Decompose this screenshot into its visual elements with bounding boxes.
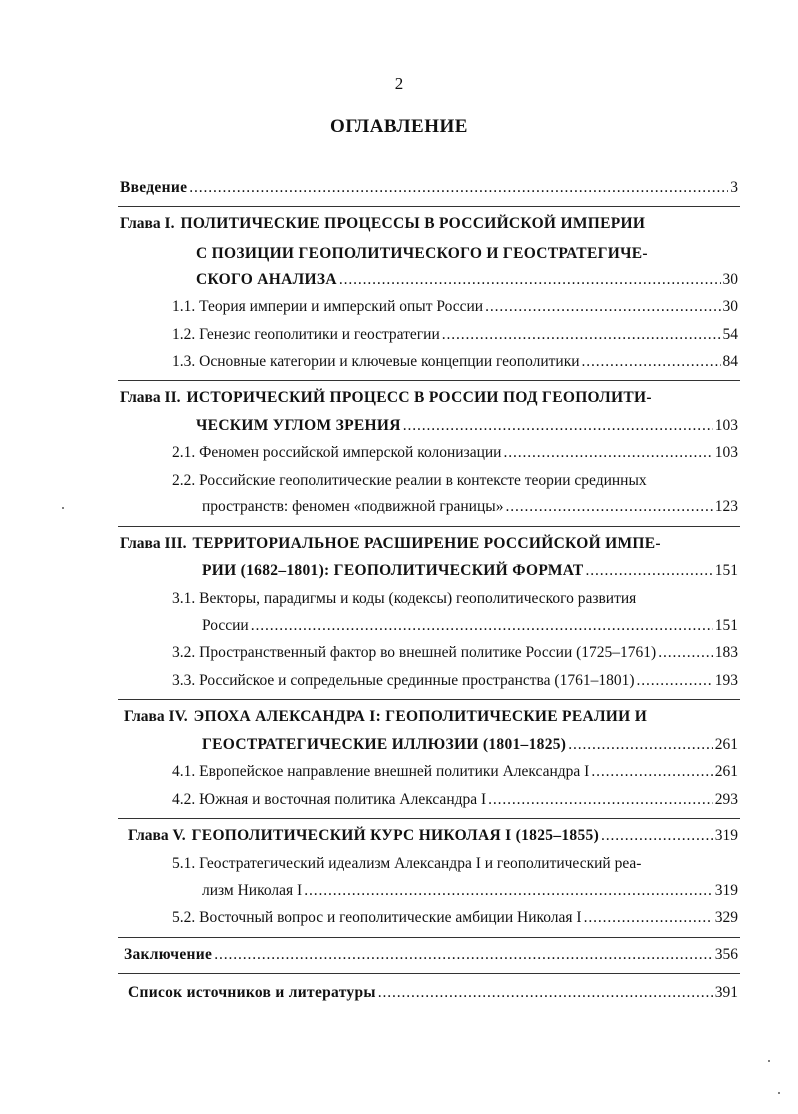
chapter-1-heading xyxy=(120,214,738,234)
toc-page-number: 391 xyxy=(714,984,738,1001)
dot-leader xyxy=(586,561,713,581)
chapter-title-line-3: СКОГО АНАЛИЗА xyxy=(196,271,337,288)
toc-page-number: 293 xyxy=(714,791,738,808)
toc-section-2-2-line-2 xyxy=(202,497,738,517)
dot-leader xyxy=(339,270,721,290)
chapter-3-heading-line-2 xyxy=(202,561,738,581)
toc-page-number: 30 xyxy=(722,298,738,315)
toc-section-label: 1.3. Основные категории и ключевые концепции геополитики xyxy=(172,353,580,370)
toc-page-number: 329 xyxy=(714,909,738,926)
toc-section-3-1-line-1 xyxy=(172,589,738,609)
dot-leader xyxy=(378,983,713,1003)
toc-page-number: 151 xyxy=(714,562,738,579)
dot-leader xyxy=(591,762,712,782)
dot-leader xyxy=(403,416,713,436)
toc-section-4-2 xyxy=(172,790,738,810)
toc-section-3-1-line-2 xyxy=(202,616,738,636)
toc-entry-bibliography xyxy=(128,983,738,1003)
chapter-title-line-2: С ПОЗИЦИИ ГЕОПОЛИТИЧЕСКОГО И ГЕОСТРАТЕГИЧЕ- xyxy=(196,245,648,262)
toc-section-1-2 xyxy=(172,325,738,345)
dot-leader xyxy=(582,352,721,372)
chapter-prefix: Глава I. xyxy=(120,215,175,232)
toc-section-5-1-line-1 xyxy=(172,854,738,874)
dot-leader xyxy=(584,908,713,928)
dot-leader xyxy=(189,178,728,198)
toc-page-number: 84 xyxy=(722,353,738,370)
dot-leader xyxy=(505,497,712,517)
dot-leader xyxy=(503,443,712,463)
toc-page-number: 103 xyxy=(714,444,738,461)
toc-section-5-1-line-2 xyxy=(202,881,738,901)
section-divider xyxy=(118,380,740,381)
section-divider xyxy=(118,937,740,938)
chapter-2-heading xyxy=(120,388,738,408)
scan-speck xyxy=(778,1092,780,1094)
toc-section-label: 4.1. Европейское направление внешней политики Александра I xyxy=(172,763,590,780)
toc-section-1-3 xyxy=(172,352,738,372)
chapter-title-line-2: ЧЕСКИМ УГЛОМ ЗРЕНИЯ xyxy=(196,417,401,434)
page-number: 2 xyxy=(394,74,404,93)
toc-section-label: 4.2. Южная и восточная политика Александра I xyxy=(172,791,487,808)
chapter-title-line-1: ТЕРРИТОРИАЛЬНОЕ РАСШИРЕНИЕ РОССИЙСКОЙ ИМПЕ- xyxy=(192,535,661,552)
page-title: ОГЛАВЛЕНИЕ xyxy=(330,116,468,137)
scan-speck xyxy=(768,1060,770,1062)
chapter-prefix: Глава V. xyxy=(128,827,186,844)
chapter-prefix: Глава II. xyxy=(120,389,181,406)
chapter-4-heading-line-2 xyxy=(202,735,738,755)
toc-section-label: 3.1. Векторы, парадигмы и коды (кодексы) геополитического развития xyxy=(172,590,637,607)
toc-section-label: 3.2. Пространственный фактор во внешней политике России (1725–1761) xyxy=(172,644,657,661)
section-divider xyxy=(118,526,740,527)
dot-leader xyxy=(304,881,713,901)
toc-page-number: 151 xyxy=(714,617,738,634)
toc-section-5-2 xyxy=(172,908,738,928)
chapter-title-line-1: ПОЛИТИЧЕСКИЕ ПРОЦЕССЫ В РОССИЙСКОЙ ИМПЕРИИ xyxy=(180,215,646,232)
toc-section-1-1 xyxy=(172,297,738,317)
scan-speck xyxy=(62,507,64,509)
toc-page-number: 193 xyxy=(714,672,738,689)
dot-leader xyxy=(488,790,713,810)
toc-section-label: 2.2. Российские геополитические реалии в контексте теории срединных xyxy=(172,472,647,489)
toc-page-number: 319 xyxy=(714,827,738,844)
chapter-5-heading xyxy=(128,826,738,846)
chapter-4-heading xyxy=(124,707,738,727)
toc-section-4-1 xyxy=(172,762,738,782)
chapter-1-heading-line-2 xyxy=(196,244,738,264)
chapter-2-heading-line-2 xyxy=(196,416,738,436)
dot-leader xyxy=(251,616,713,636)
toc-page-number: 356 xyxy=(714,946,738,963)
chapter-prefix: Глава IV. xyxy=(124,708,188,725)
toc-page-number: 183 xyxy=(714,644,738,661)
section-divider xyxy=(118,818,740,819)
toc-section-3-2 xyxy=(172,643,738,663)
toc-page-number: 3 xyxy=(730,179,738,196)
toc-page-number: 123 xyxy=(714,498,738,515)
section-divider xyxy=(118,699,740,700)
dot-leader xyxy=(637,671,713,691)
dot-leader xyxy=(214,945,713,965)
section-divider xyxy=(118,973,740,974)
toc-section-label: 2.1. Феномен российской имперской колонизации xyxy=(172,444,502,461)
chapter-title-line-1: ГЕОПОЛИТИЧЕСКИЙ КУРС НИКОЛАЯ I (1825–1855) xyxy=(191,827,600,844)
chapter-title-line-2: ГЕОСТРАТЕГИЧЕСКИЕ ИЛЛЮЗИИ (1801–1825) xyxy=(202,736,567,753)
toc-entry-label: Введение xyxy=(120,179,188,196)
toc-entry-conclusion xyxy=(124,945,738,965)
dot-leader xyxy=(442,325,721,345)
chapter-title-line-1: ИСТОРИЧЕСКИЙ ПРОЦЕСС В РОССИИ ПОД ГЕОПОЛИТИ- xyxy=(186,389,652,406)
chapter-title-line-1: ЭПОХА АЛЕКСАНДРА I: ГЕОПОЛИТИЧЕСКИЕ РЕАЛИИ И xyxy=(193,708,648,725)
toc-section-2-1 xyxy=(172,443,738,463)
dot-leader xyxy=(658,643,713,663)
toc-page-number: 261 xyxy=(714,763,738,780)
toc-page-number: 30 xyxy=(722,271,738,288)
toc-page-number: 54 xyxy=(722,326,738,343)
toc-page-number: 261 xyxy=(714,736,738,753)
chapter-title-line-2: РИИ (1682–1801): ГЕОПОЛИТИЧЕСКИЙ ФОРМАТ xyxy=(202,562,584,579)
toc-section-label: 5.2. Восточный вопрос и геополитические амбиции Николая I xyxy=(172,909,582,926)
toc-section-label: 1.1. Теория империи и имперский опыт России xyxy=(172,298,484,315)
section-divider xyxy=(118,206,740,207)
toc-section-label-cont: России xyxy=(202,617,249,634)
toc-page-number: 103 xyxy=(714,417,738,434)
toc-page-number: 319 xyxy=(714,882,738,899)
toc-entry-label: Список источников и литературы xyxy=(128,984,376,1001)
toc-section-3-3 xyxy=(172,671,738,691)
toc-section-label-cont: пространств: феномен «подвижной границы» xyxy=(202,498,504,515)
toc-entry-label: Заключение xyxy=(124,946,213,963)
toc-section-label: 1.2. Генезис геополитики и геостратегии xyxy=(172,326,440,343)
toc-section-label: 5.1. Геостратегический идеализм Александра I и геополитический реа- xyxy=(172,855,642,872)
dot-leader xyxy=(485,297,720,317)
toc-entry-introduction xyxy=(120,178,738,198)
chapter-1-heading-line-3 xyxy=(196,270,738,290)
toc-section-2-2-line-1 xyxy=(172,471,738,491)
dot-leader xyxy=(601,826,713,846)
toc-section-label: 3.3. Российское и сопредельные срединные пространства (1761–1801) xyxy=(172,672,635,689)
chapter-3-heading xyxy=(120,534,738,554)
chapter-prefix: Глава III. xyxy=(120,535,187,552)
dot-leader xyxy=(568,735,712,755)
toc-section-label-cont: лизм Николая I xyxy=(202,882,303,899)
